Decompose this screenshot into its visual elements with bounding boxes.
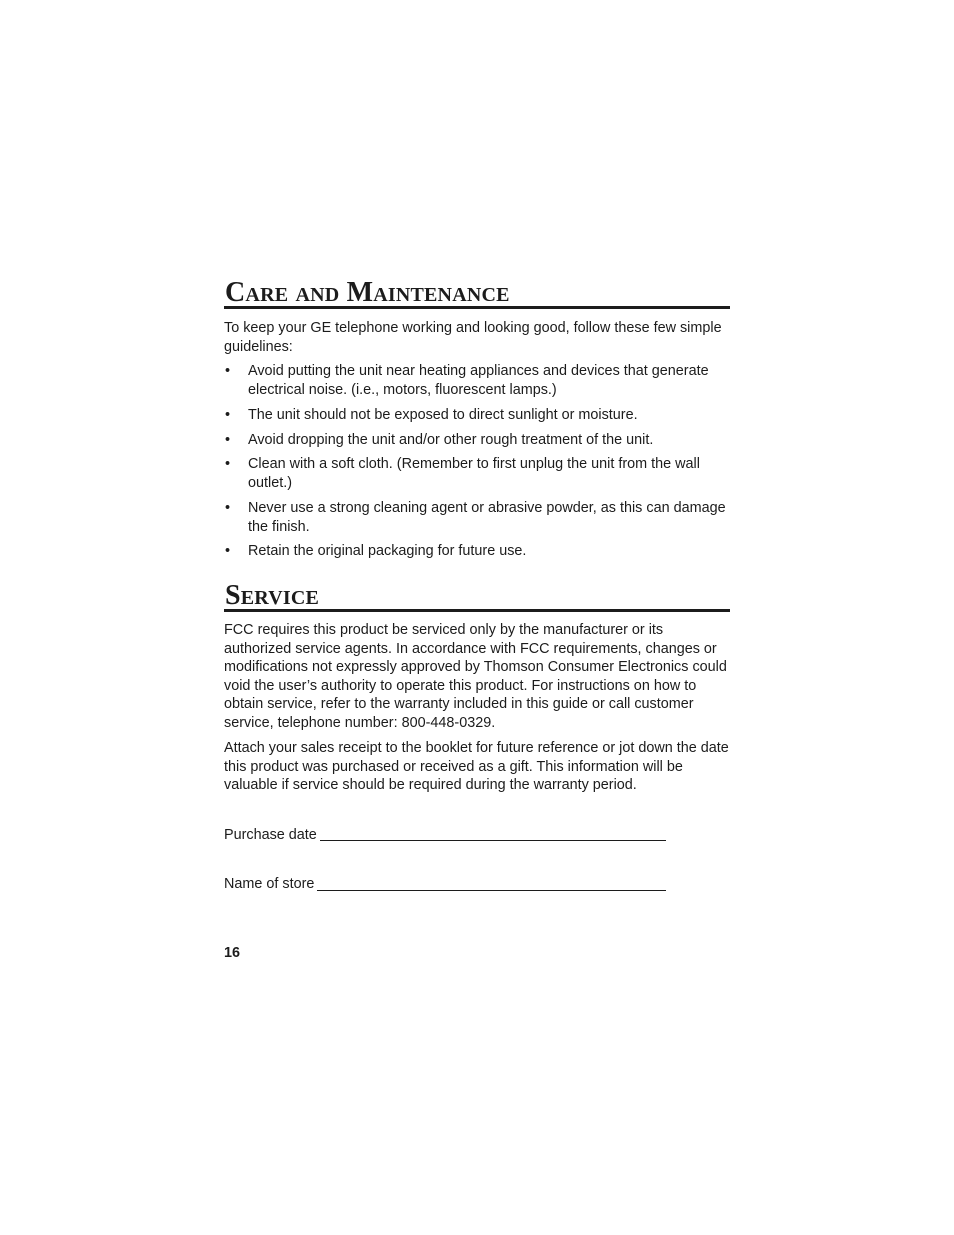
manual-page <box>224 277 730 962</box>
care-maintenance-heading: Care and Maintenance <box>224 280 730 309</box>
care-intro-text: To keep your GE telephone working and looking good, follow these few simple guidelines: <box>224 320 722 355</box>
list-item-text: Retain the original packaging for future use. <box>248 543 527 560</box>
list-item <box>224 362 730 399</box>
store-name-blank-line <box>317 890 666 891</box>
service-fcc-paragraph: FCC requires this product be serviced only by the manufacturer or its authorized service agents. In accordance with FCC requirements, changes or modifications not expressly approved by Thomson Consumer Electronics could void the user’s authority to operate this product. For instructions on how to obtain service, refer to the warranty included in this guide or call customer service, telephone number: 800-448-0329. <box>224 622 727 731</box>
page-number: 16 <box>224 944 241 961</box>
list-item <box>224 455 730 492</box>
store-name-field <box>224 875 666 894</box>
care-guidelines-list <box>224 362 730 561</box>
list-item-text: Avoid putting the unit near heating appliances and devices that generate electrical noise. (i.e., motors, fluorescent lamps.) <box>248 363 709 398</box>
list-item-text: The unit should not be exposed to direct sunlight or moisture. <box>248 406 638 423</box>
purchase-date-blank-line <box>320 840 666 841</box>
bullet-icon: • <box>225 543 231 560</box>
list-item <box>224 542 730 561</box>
purchase-date-label: Purchase date <box>224 826 317 843</box>
store-name-label: Name of store <box>224 876 315 893</box>
list-item-text: Never use a strong cleaning agent or abrasive powder, as this can damage the finish. <box>248 499 726 535</box>
service-heading: Service <box>224 583 730 612</box>
service-receipt-paragraph: Attach your sales receipt to the booklet for future reference or jot down the date this product was purchased or received as a gift. This information will be valuable if service should be required during the warranty period. <box>224 739 729 794</box>
bullet-icon: • <box>225 431 231 448</box>
bullet-icon: • <box>225 456 231 473</box>
bullet-icon: • <box>225 363 231 380</box>
list-item <box>224 431 730 450</box>
list-item-text: Clean with a soft cloth. (Remember to first unplug the unit from the wall outlet.) <box>248 456 700 492</box>
list-item <box>224 499 730 536</box>
bullet-icon: • <box>225 499 231 516</box>
bullet-icon: • <box>225 406 231 423</box>
service-section <box>224 580 730 894</box>
list-item <box>224 406 730 425</box>
list-item-text: Avoid dropping the unit and/or other rough treatment of the unit. <box>248 431 654 448</box>
purchase-date-field <box>224 826 666 845</box>
